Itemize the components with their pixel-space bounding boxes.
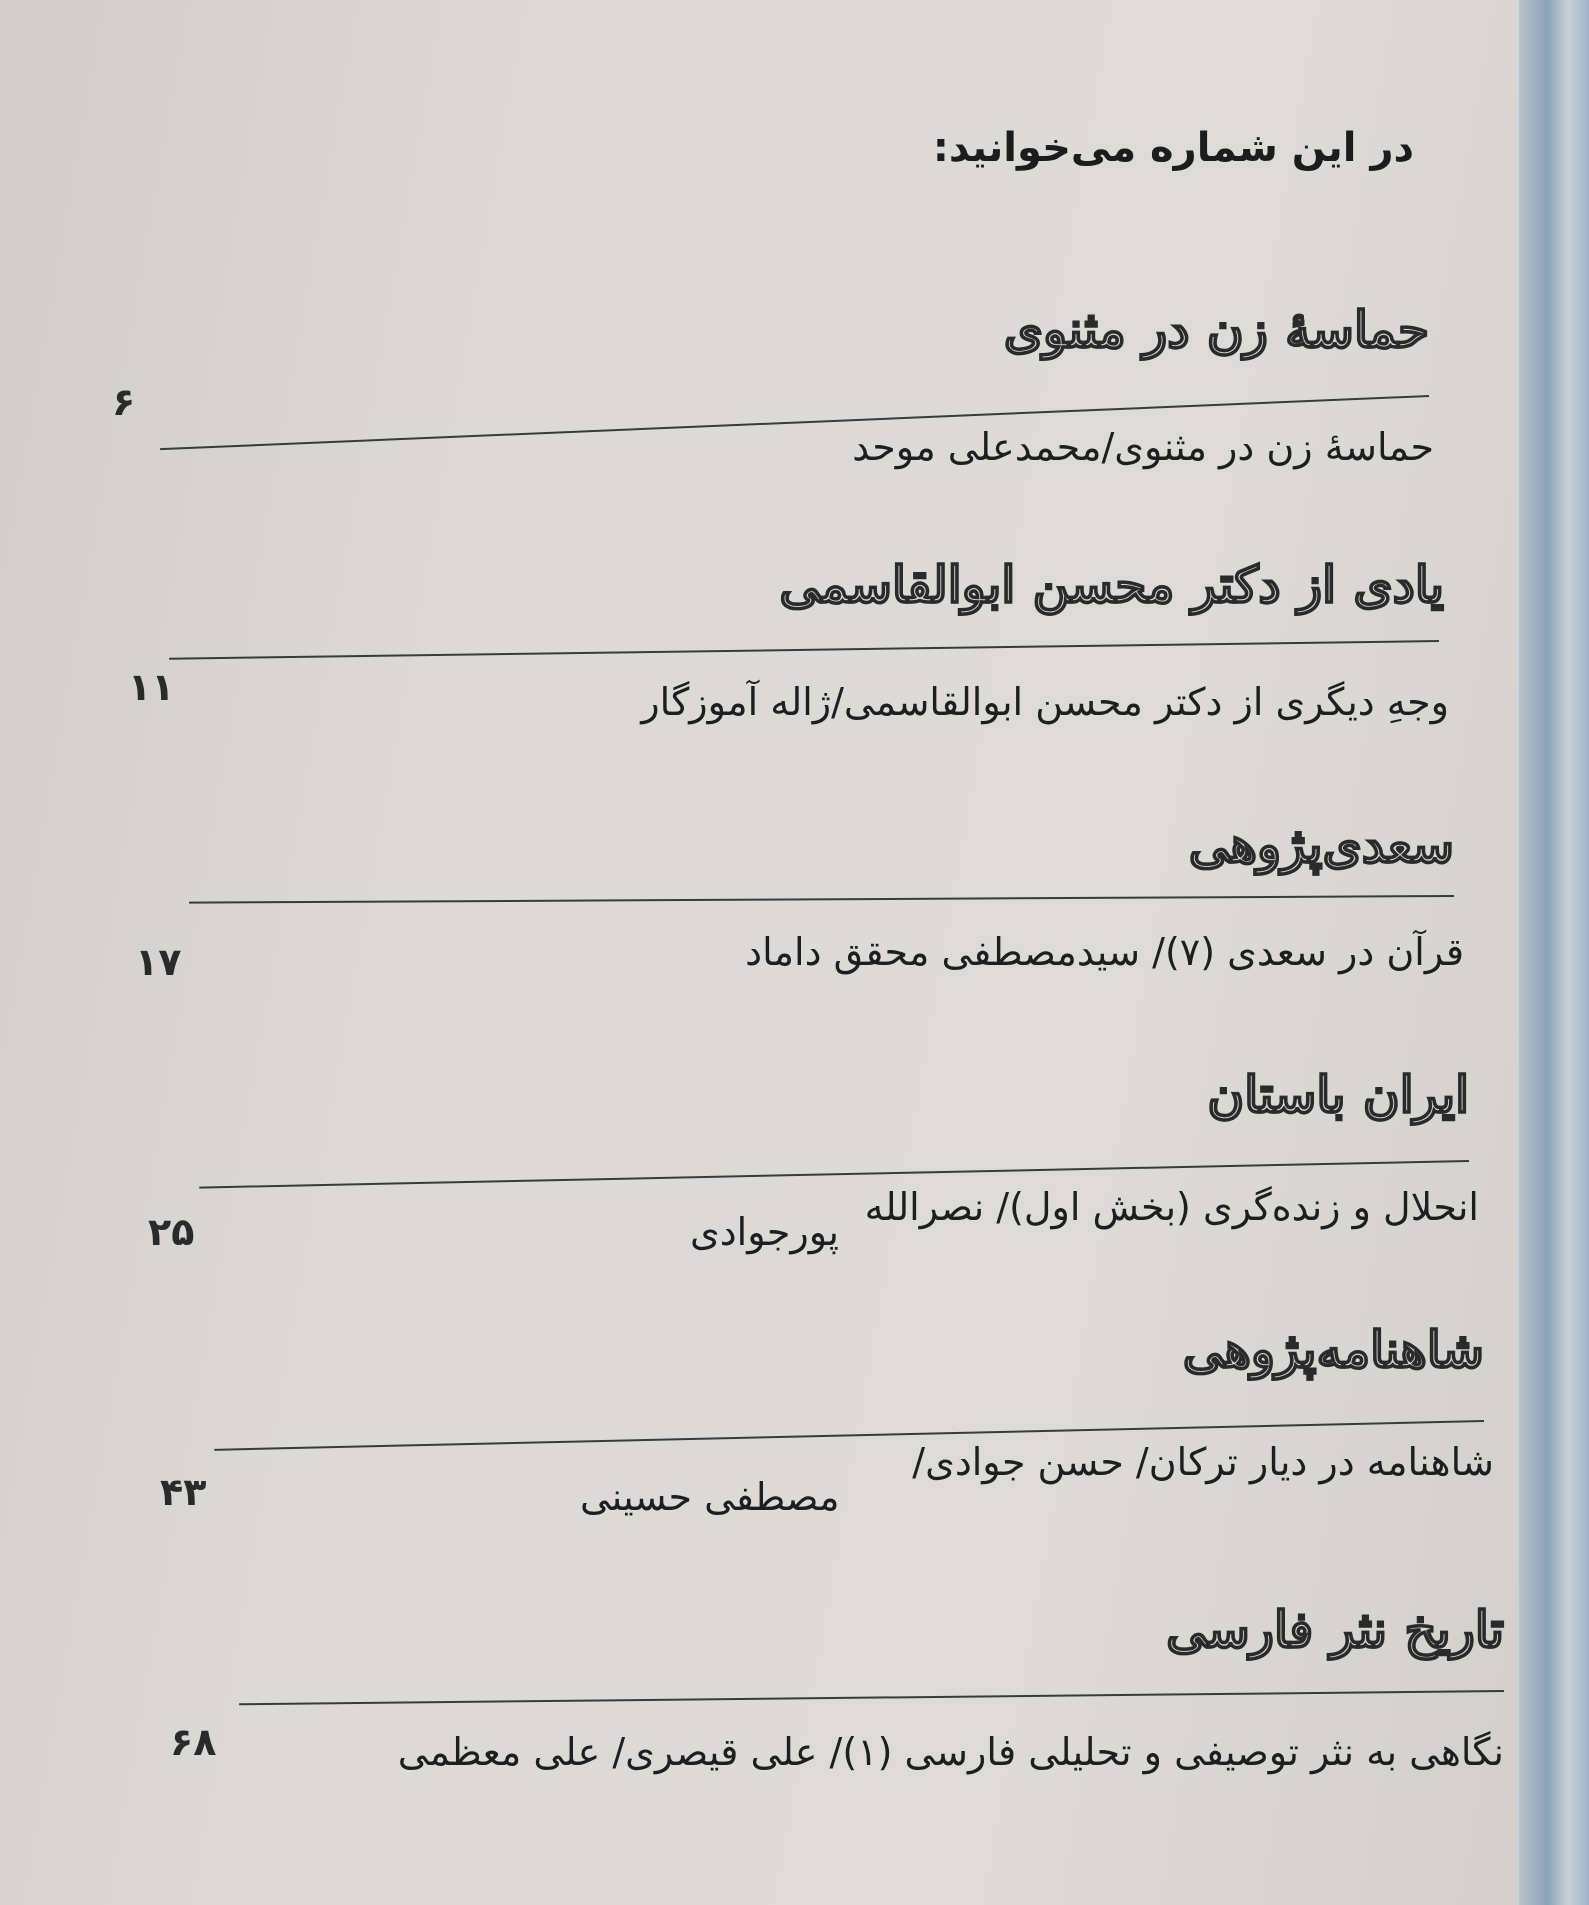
page-number: ۱۷ bbox=[135, 940, 182, 984]
entry-title: قرآن در سعدی (۷)/ سیدمصطفی محقق داماد bbox=[745, 930, 1464, 974]
entry-title: نگاهی به نثر توصیفی و تحلیلی فارسی (۱)/ علی قیصری/ علی معظمی bbox=[397, 1730, 1504, 1774]
toc-heading: در این شماره می‌خوانید: bbox=[932, 125, 1414, 171]
section-title: ایران باستان bbox=[1207, 1065, 1469, 1124]
entry-title-line1: انحلال و زنده‌گری (بخش اول)/ نصرالله bbox=[864, 1185, 1479, 1229]
section-title: سعدی‌پژوهی bbox=[1188, 815, 1454, 874]
entry-title-line2: مصطفی حسینی bbox=[580, 1475, 840, 1519]
page-number: ۶۸ bbox=[170, 1720, 217, 1764]
section-title: شاهنامه‌پژوهی bbox=[1182, 1320, 1484, 1379]
page-number: ۱۱ bbox=[128, 665, 175, 709]
entry-title: حماسهٔ زن در مثنوی/محمدعلی موحد bbox=[852, 425, 1434, 469]
entry-title: وجهِ دیگری از دکتر محسن ابوالقاسمی/ژاله آموزگار bbox=[641, 680, 1449, 724]
section-title: یادی از دکتر محسن ابوالقاسمی bbox=[779, 555, 1444, 614]
section-title: تاریخ نثر فارسی bbox=[1166, 1600, 1504, 1659]
page-edge bbox=[1519, 0, 1589, 1905]
page-number: ۲۵ bbox=[148, 1210, 195, 1254]
entry-title-line2: پورجوادی bbox=[690, 1210, 839, 1254]
section-title: حماسهٔ زن در مثنوی bbox=[1003, 300, 1429, 359]
entry-title-line1: شاهنامه در دیار ترکان/ حسن جوادی/ bbox=[912, 1440, 1494, 1484]
page-number: ۴۳ bbox=[160, 1470, 207, 1514]
page-number: ۶ bbox=[112, 380, 136, 424]
